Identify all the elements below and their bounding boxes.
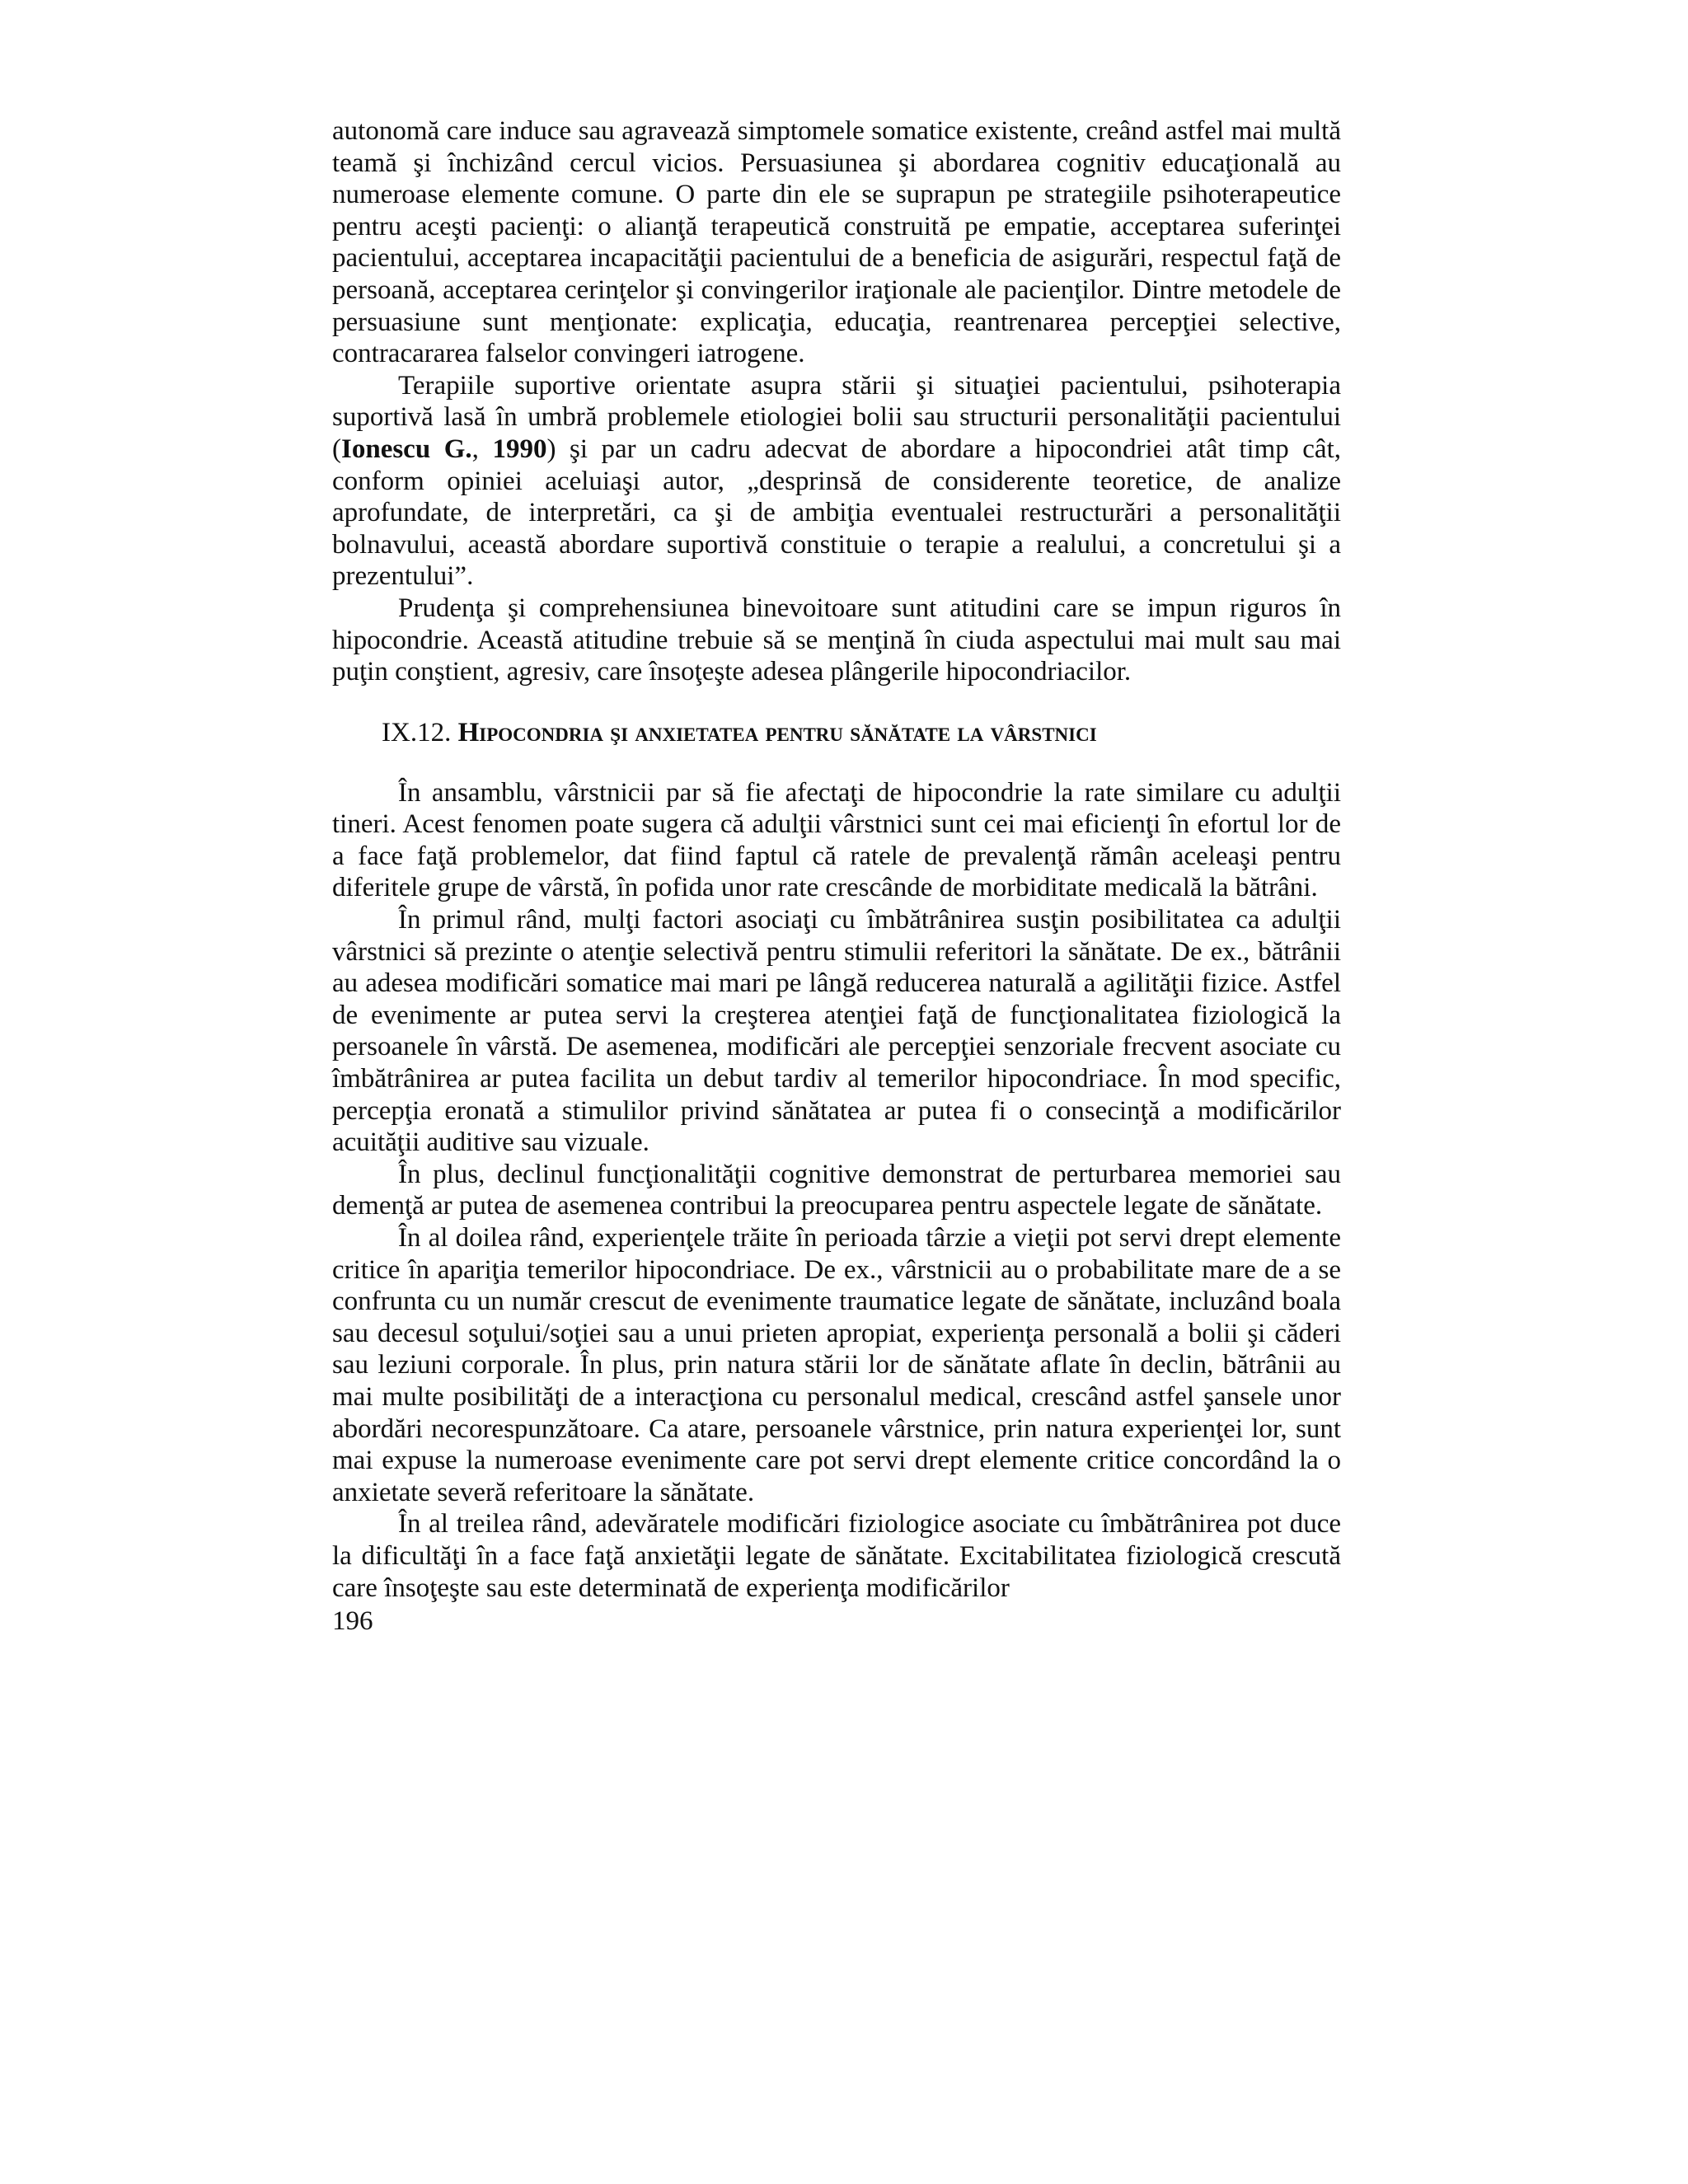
book-page <box>332 115 1341 1638</box>
paragraph: În ansamblu, vârstnicii par să fie afectaţi de hipocondrie la rate similare cu adulţii tineri. Acest fenomen poate sugera că adulţii vârstnici sunt cei mai eficienţi în efortul lor de a face faţă problemelor, dat fiind faptul că ratele de prevalenţă rămân aceleaşi pentru diferitele grupe de vârstă, în pofida unor rate crescânde de morbiditate medicală la bătrâni. <box>332 777 1341 903</box>
paragraph: În al doilea rând, experienţele trăite în perioada târzie a vieţii pot servi drept elemente critice în apariţia temerilor hipocondriace. De ex., vârstnicii au o probabilitate mare de a se confrunta cu un număr crescut de evenimente traumatice legate de sănătate, incluzând boala sau decesul soţului/soţiei sau a unui prieten apropiat, experienţa personală a bolii şi căderi sau leziuni corporale. În plus, prin natura stării lor de sănătate aflate în declin, bătrânii au mai multe posibilităţi de a interacţiona cu personalul medical, crescând astfel şansele unor abordări necorespunzătoare. Ca atare, persoanele vârstnice, prin natura experienţei lor, sunt mai expuse la numeroase evenimente care pot servi drept elemente critice concordând la o anxietate severă referitoare la sănătate. <box>332 1223 1341 1507</box>
paragraph: În plus, declinul funcţionalităţii cognitive demonstrat de perturbarea memoriei sau demenţă ar putea de asemenea contribui la preocuparea pentru aspectele legate de sănătate. <box>332 1159 1341 1221</box>
paragraph: În primul rând, mulţi factori asociaţi cu îmbătrânirea susţin posibilitatea ca adulţii vârstnici să prezinte o atenţie selectivă pentru stimulii referitori la sănătate. De ex., bătrânii au adesea modificări somatice mai mari pe lângă reducerea naturală a agilităţii fizice. Astfel de evenimente ar putea servi la creşterea atenţiei faţă de funcţionalitatea fiziologică la persoanele în vârstă. De asemenea, modificări ale percepţiei senzoriale frecvent asociate cu îmbătrânirea ar putea facilita un debut tardiv al temerilor hipocondriace. În mod specific, percepţia eronată a stimulilor privind sănătatea ar putea fi o consecinţă a modificărilor acuităţii auditive sau vizuale. <box>332 905 1341 1158</box>
paragraph-text: ) şi par un cadru adecvat de abordare a hipocondriei atât timp cât, conform opiniei aceluiaşi autor, „desprinsă de considerente teoretice, de analize aprofundate, de interpretări, ca şi de ambiţia eventualei restructurări a personalităţii bolnavului, această abordare suportivă constituie o terapie a realului, a concretului şi a prezentului”. <box>332 434 1342 592</box>
paragraph-supportive-therapy <box>332 370 1341 593</box>
section-heading <box>332 716 1341 749</box>
paragraph-continuation: autonomă care induce sau agravează simptomele somatice existente, creând astfel mai multă teamă şi închizând cercul vicios. Persuasiunea şi abordarea cognitiv educaţională au numeroase elemente comune. O parte din ele se suprapun pe strategiile psihoterapeutice pentru aceşti pacienţi: o alianţă terapeutică construită pe empatie, acceptarea suferinţei pacientului, acceptarea incapacităţii pacientului de a beneficia de asigurări, respectul faţă de persoană, acceptarea cerinţelor şi convingerilor iraţionale ale pacienţilor. Dintre metodele de persuasiune sunt menţionate: explicaţia, educaţia, reantrenarea percepţiei selective, contracararea falselor convingeri iatrogene. <box>332 116 1341 369</box>
citation-separator: , <box>471 434 493 464</box>
citation-author: Ionescu G. <box>341 434 472 464</box>
citation-year: 1990 <box>492 434 547 464</box>
paragraph: În al treilea rând, adevăratele modificări fiziologice asociate cu îmbătrânirea pot duce la dificultăţi în a face faţă anxietăţii legate de sănătate. Excitabilitatea fiziologică crescută care însoţeşte sau este determinată de experienţa modificărilor <box>332 1509 1341 1603</box>
paragraph-text: Terapiile suportive orientate asupra stării şi situaţiei pacientului, psihoterapia suportivă lasă în umbră problemele etiologiei bolii sau structurii personalităţii pacientului ( <box>332 370 1341 464</box>
section-title: Hipocondria şi anxietatea pentru sănătate la vârstnici <box>457 717 1097 748</box>
paragraph-prudence: Prudenţa şi comprehensiunea binevoitoare sunt atitudini care se impun riguros în hipocondrie. Această atitudine trebuie să se menţină în ciuda aspectului mai mult sau mai puţin conştient, agresiv, care însoţeşte adesea plângerile hipocondriacilor. <box>332 593 1341 687</box>
section-number: IX.12. <box>382 717 458 748</box>
page-number: 196 <box>332 1606 373 1637</box>
